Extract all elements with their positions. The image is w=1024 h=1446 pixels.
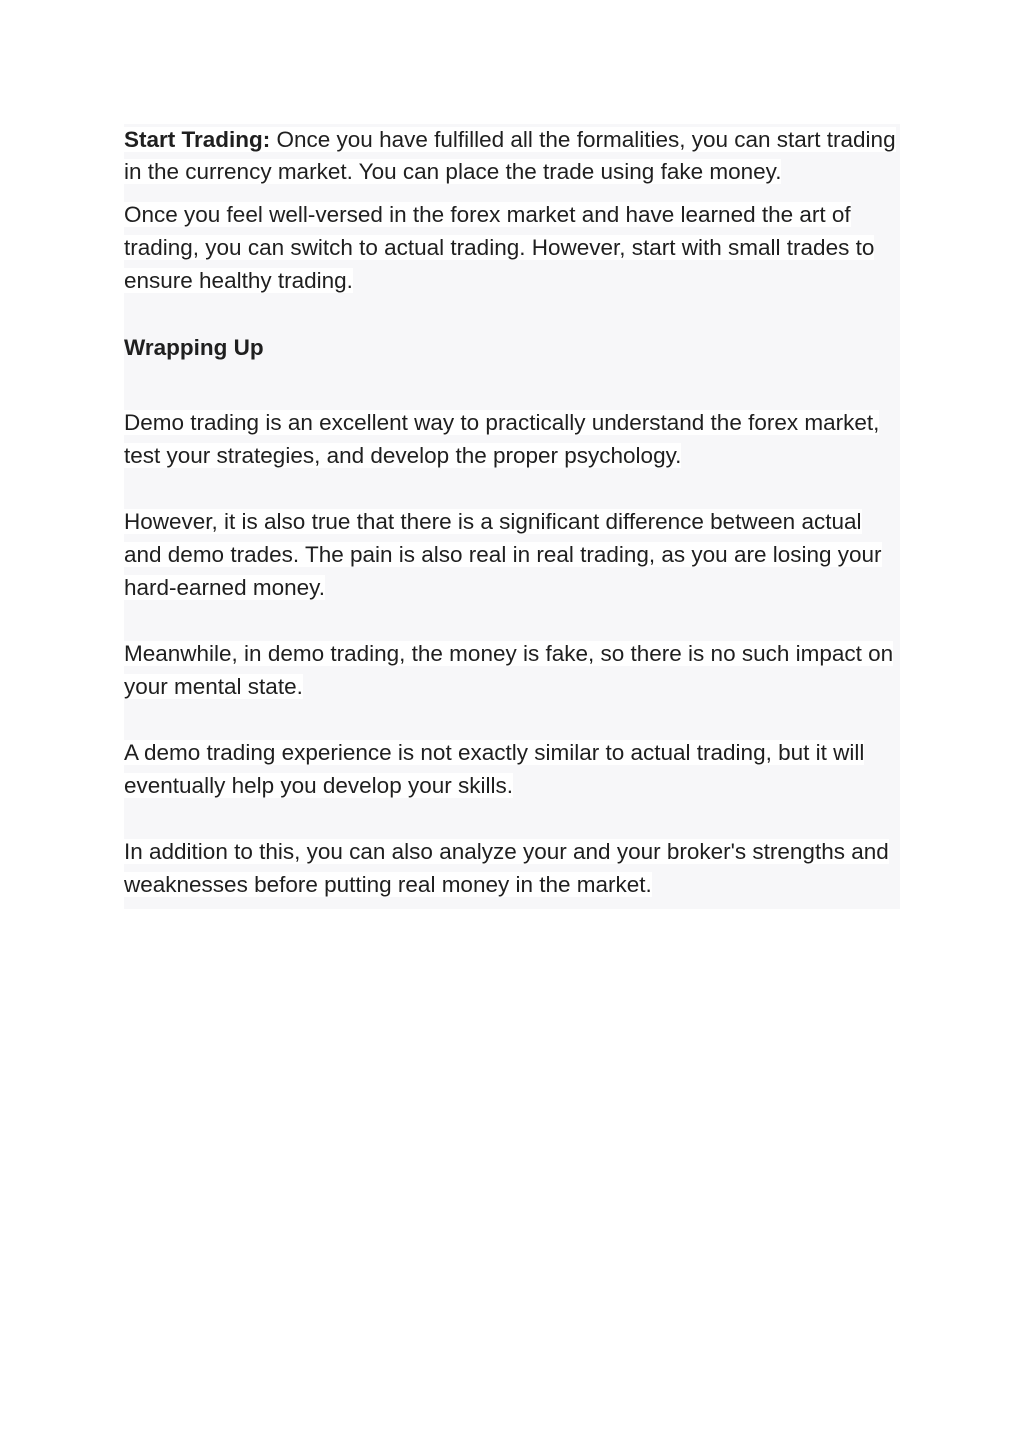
- start-trading-lead: Start Trading:: [124, 127, 271, 152]
- start-trading-text: Once you have fulfilled all the formalities, you can start trading in the currency market. You can place the trade using fake money.: [124, 127, 896, 184]
- paragraph-experience: A demo trading experience is not exactly similar to actual trading, but it will eventually help you develop your skills.: [124, 740, 865, 798]
- paragraph-addition: In addition to this, you can also analyze your and your broker's strengths and weaknesses before putting real money in the market.: [124, 839, 889, 897]
- start-trading-paragraph: [124, 124, 900, 188]
- switch-trading-text: Once you feel well-versed in the forex market and have learned the art of trading, you can switch to actual trading. However, start with small trades to ensure healthy trading.: [124, 202, 875, 293]
- paragraph-meanwhile: Meanwhile, in demo trading, the money is fake, so there is no such impact on your mental state.: [124, 641, 894, 699]
- paragraph-difference: However, it is also true that there is a significant difference between actual and demo trades. The pain is also real in real trading, as you are losing your hard-earned money.: [124, 509, 882, 600]
- section-heading-text: Wrapping Up: [124, 335, 264, 360]
- paragraph-demo-trading: Demo trading is an excellent way to practically understand the forex market, test your strategies, and develop the proper psychology.: [124, 410, 880, 468]
- document-content: [124, 124, 900, 909]
- switch-trading-paragraph: [124, 198, 900, 297]
- section-heading: [124, 331, 900, 364]
